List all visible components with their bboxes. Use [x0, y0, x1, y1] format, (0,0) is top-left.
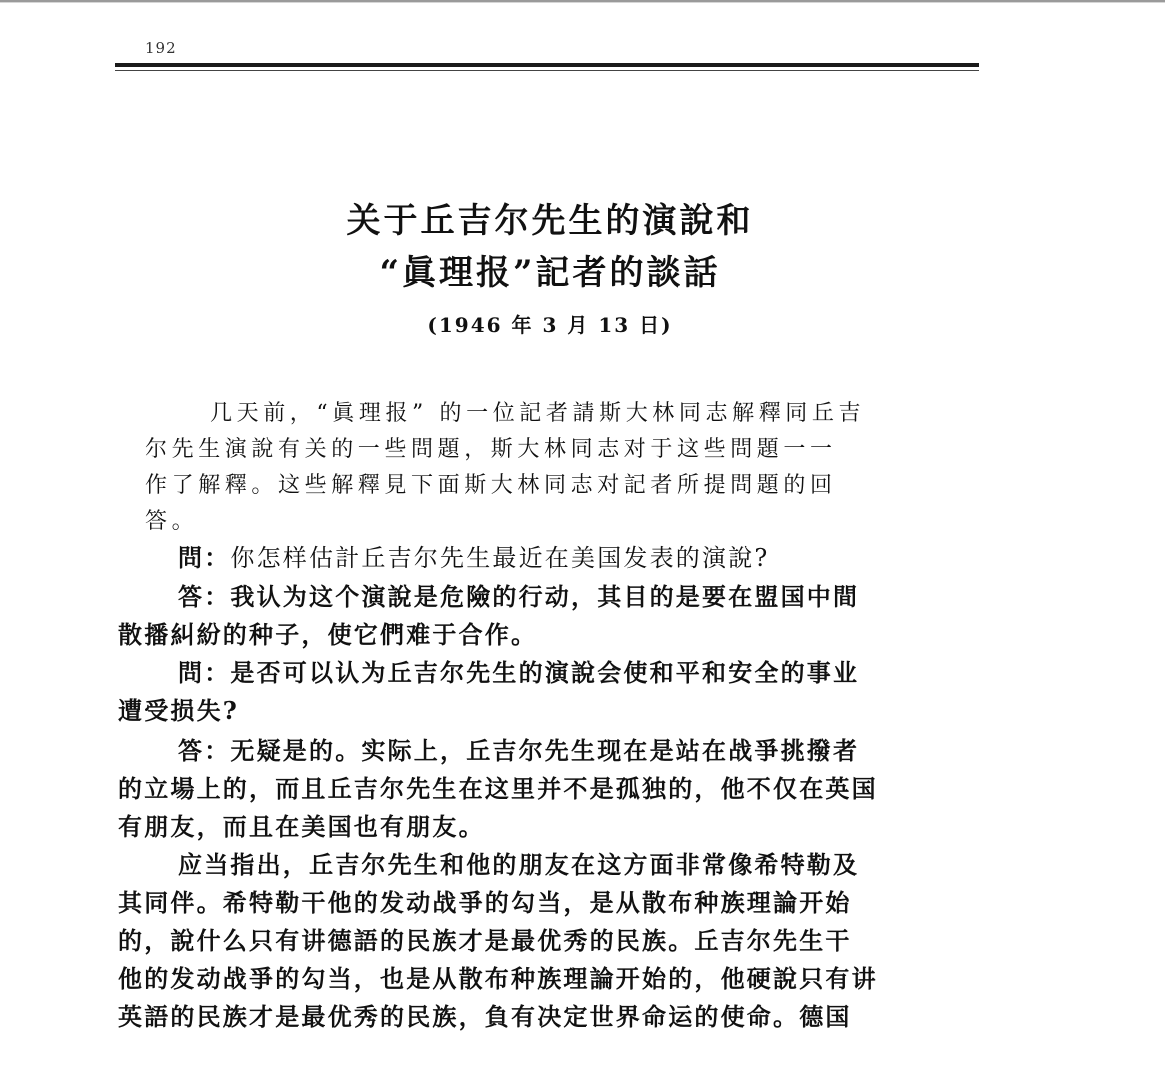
- question-1: [178, 540, 769, 576]
- intro-line: 尔先生演說有关的一些問題，斯大林同志对于这些問題一一: [145, 437, 837, 462]
- article-title-line-2: “眞理报”記者的談話: [379, 253, 721, 293]
- paragraph-line: 其同伴。希特勒干他的发动战爭的勾当，是从散布种族理論开始: [118, 888, 852, 917]
- paragraph-line: 他的发动战爭的勾当，也是从散布种族理論开始的，他硬說只有讲: [118, 964, 878, 993]
- intro-line: 几天前，“眞理报” 的一位記者請斯大林同志解釋同丘吉: [210, 401, 866, 426]
- article-title-line-1: 关于丘吉尔先生的演說和: [346, 201, 754, 241]
- answer-2: [178, 733, 859, 769]
- answer-2-continued: 有朋友，而且在美国也有朋友。: [118, 812, 485, 841]
- page-number: 192: [145, 39, 177, 57]
- question-label: 問：: [178, 658, 231, 687]
- answer-label: 答：: [178, 736, 231, 765]
- article-date: (1946 年 3 月 13 日): [427, 313, 673, 337]
- question-2: [178, 655, 859, 691]
- question-2-continued: 遭受损失?: [118, 696, 240, 725]
- paragraph-line: 应当指出，丘吉尔先生和他的朋友在这方面非常像希特勒及: [178, 850, 860, 879]
- answer-1: [178, 579, 859, 615]
- question-text: 是否可以认为丘吉尔先生的演說会使和平和安全的事业: [230, 658, 860, 687]
- question-label: 問：: [178, 543, 231, 572]
- answer-text: 无疑是的。实际上，丘吉尔先生现在是站在战爭挑撥者: [230, 736, 860, 765]
- intro-line: 作了解釋。这些解釋見下面斯大林同志对記者所提問題的回: [145, 473, 837, 498]
- header-rule-thin: [115, 70, 979, 71]
- answer-2-continued: 的立場上的，而且丘吉尔先生在这里并不是孤独的，他不仅在英国: [118, 774, 878, 803]
- paragraph-line: 英語的民族才是最优秀的民族，負有决定世界命运的使命。德国: [118, 1002, 852, 1031]
- answer-label: 答：: [178, 582, 231, 611]
- question-text: 你怎样估計丘吉尔先生最近在美国发表的演說?: [230, 544, 770, 572]
- answer-text: 我认为这个演說是危險的行动，其目的是要在盟国中間: [230, 582, 860, 611]
- header-rule: [115, 63, 979, 67]
- scanned-page: [0, 3, 1165, 1080]
- intro-line: 答。: [145, 509, 199, 534]
- answer-1-continued: 散播糾紛的种子，使它們难于合作。: [118, 620, 538, 649]
- paragraph-line: 的，說什么只有讲德語的民族才是最优秀的民族。丘吉尔先生干: [118, 926, 852, 955]
